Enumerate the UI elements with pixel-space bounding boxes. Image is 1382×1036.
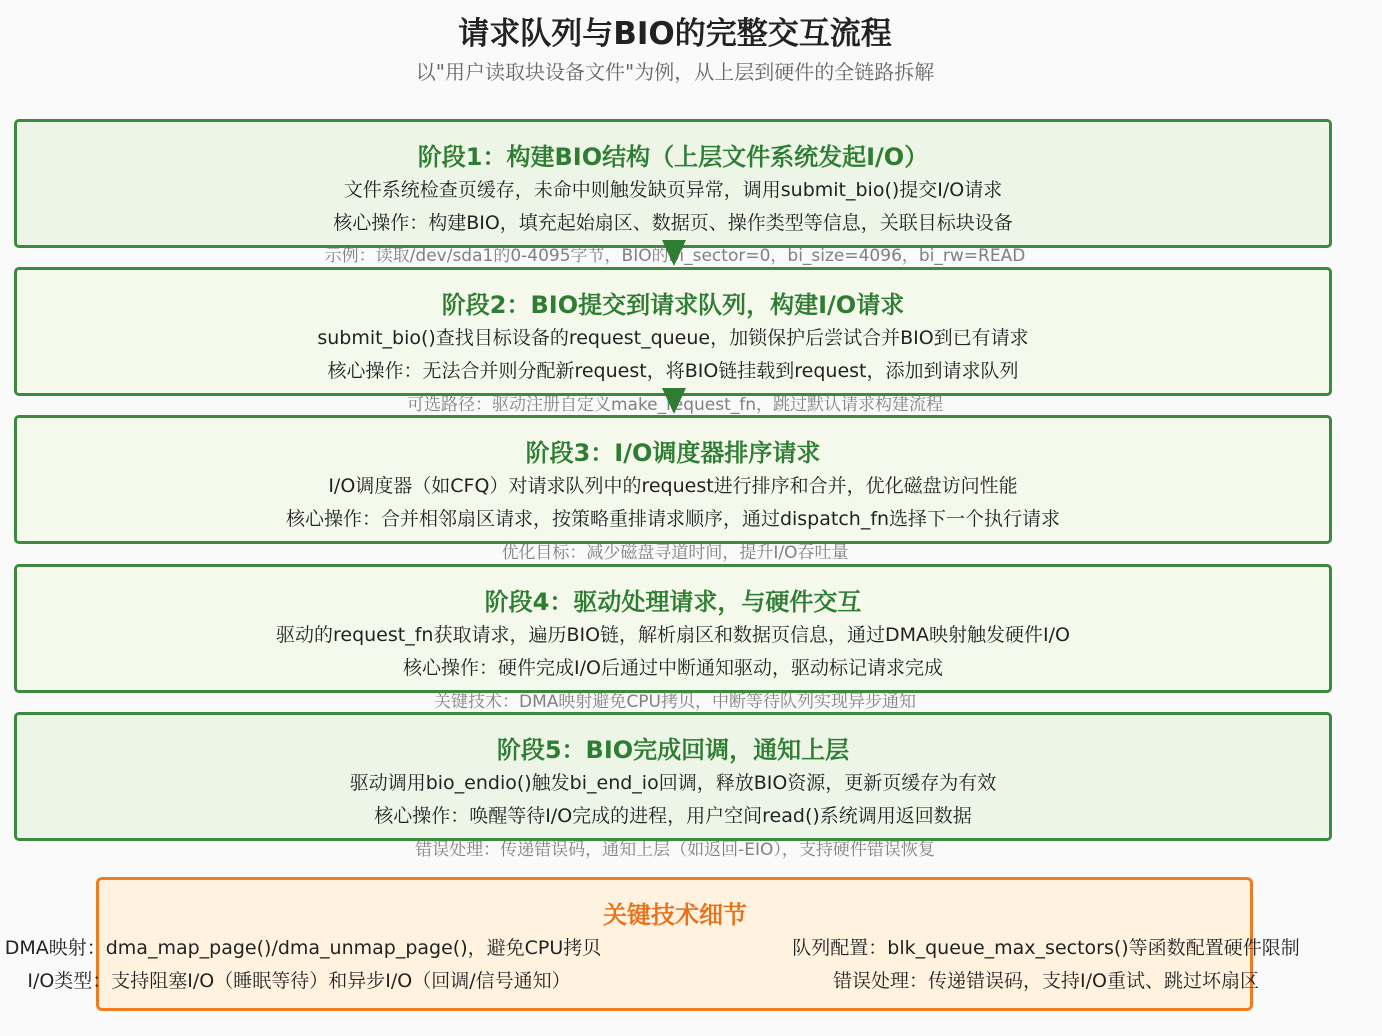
stage-3-core-operation: 核心操作：合并相邻扇区请求，按策略重排请求顺序，通过dispatch_fn选择下一个执行请求 [285, 508, 1061, 530]
page-subtitle: 以"用户读取块设备文件"为例，从上层到硬件的全链路拆解 [415, 60, 935, 84]
stage-4-note: 关键技术：DMA映射避免CPU拷贝，中断等待队列实现异步通知 [434, 692, 916, 712]
stage-5-box [14, 712, 1332, 841]
stage-5-note: 错误处理：传递错误码，通知上层（如返回-EIO），支持硬件错误恢复 [415, 840, 935, 860]
stage-1-core-operation: 核心操作：构建BIO，填充起始扇区、数据页、操作类型等信息，关联目标块设备 [333, 212, 1013, 234]
stage-2-note: 可选路径：驱动注册自定义make_request_fn，跳过默认请求构建流程 [406, 395, 944, 415]
stage-1-description: 文件系统检查页缓存，未命中则触发缺页异常，调用submit_bio()提交I/O请求 [343, 179, 1003, 201]
stage-4-core-operation: 核心操作：硬件完成I/O后通过中断通知驱动，驱动标记请求完成 [403, 657, 943, 679]
stage-1-title: 阶段1：构建BIO结构（上层文件系统发起I/O） [417, 143, 929, 171]
flow-arrow-1-2 [662, 240, 686, 266]
stage-4-description: 驱动的request_fn获取请求，遍历BIO链，解析扇区和数据页信息，通过DMA映射触发硬件I/O [275, 624, 1071, 646]
stage-2-core-operation: 核心操作：无法合并则分配新request，将BIO链挂载到request，添加到请求队列 [327, 360, 1019, 382]
stage-4-box [14, 564, 1332, 693]
stage-1-note: 示例：读取/dev/sda1的0-4095字节，BIO的bi_sector=0，bi_size=4096，bi_rw=READ [324, 246, 1026, 266]
stage-2-description: submit_bio()查找目标设备的request_queue，加锁保护后尝试合并BIO到已有请求 [317, 327, 1029, 349]
stage-5-description: 驱动调用bio_endio()触发bi_end_io回调，释放BIO资源，更新页缓存为有效 [349, 772, 997, 794]
stage-5-title: 阶段5：BIO完成回调，通知上层 [496, 736, 850, 764]
stage-2-box [14, 267, 1332, 396]
stage-5-core-operation: 核心操作：唤醒等待I/O完成的进程，用户空间read()系统调用返回数据 [374, 805, 972, 827]
detail-dma-mapping: DMA映射：dma_map_page()/dma_unmap_page()，避免CPU拷贝 [4, 937, 602, 959]
stage-3-description: I/O调度器（如CFQ）对请求队列中的request进行排序和合并，优化磁盘访问性能 [328, 475, 1018, 497]
flow-arrow-2-3 [662, 388, 686, 414]
page-title: 请求队列与BIO的完整交互流程 [458, 16, 892, 52]
stage-3-note: 优化目标：减少磁盘寻道时间，提升I/O吞吐量 [501, 543, 849, 563]
stage-3-title: 阶段3：I/O调度器排序请求 [525, 439, 821, 467]
detail-error-handling: 错误处理：传递错误码，支持I/O重试、跳过坏扇区 [833, 970, 1259, 992]
key-details-title: 关键技术细节 [603, 901, 747, 929]
detail-io-types: I/O类型：支持阻塞I/O（睡眠等待）和异步I/O（回调/信号通知） [27, 970, 571, 992]
detail-queue-config: 队列配置：blk_queue_max_sectors()等函数配置硬件限制 [792, 937, 1300, 959]
stage-3-box [14, 415, 1332, 544]
stage-2-title: 阶段2：BIO提交到请求队列，构建I/O请求 [441, 291, 905, 319]
stage-1-box [14, 119, 1332, 248]
stage-4-title: 阶段4：驱动处理请求，与硬件交互 [484, 588, 862, 616]
